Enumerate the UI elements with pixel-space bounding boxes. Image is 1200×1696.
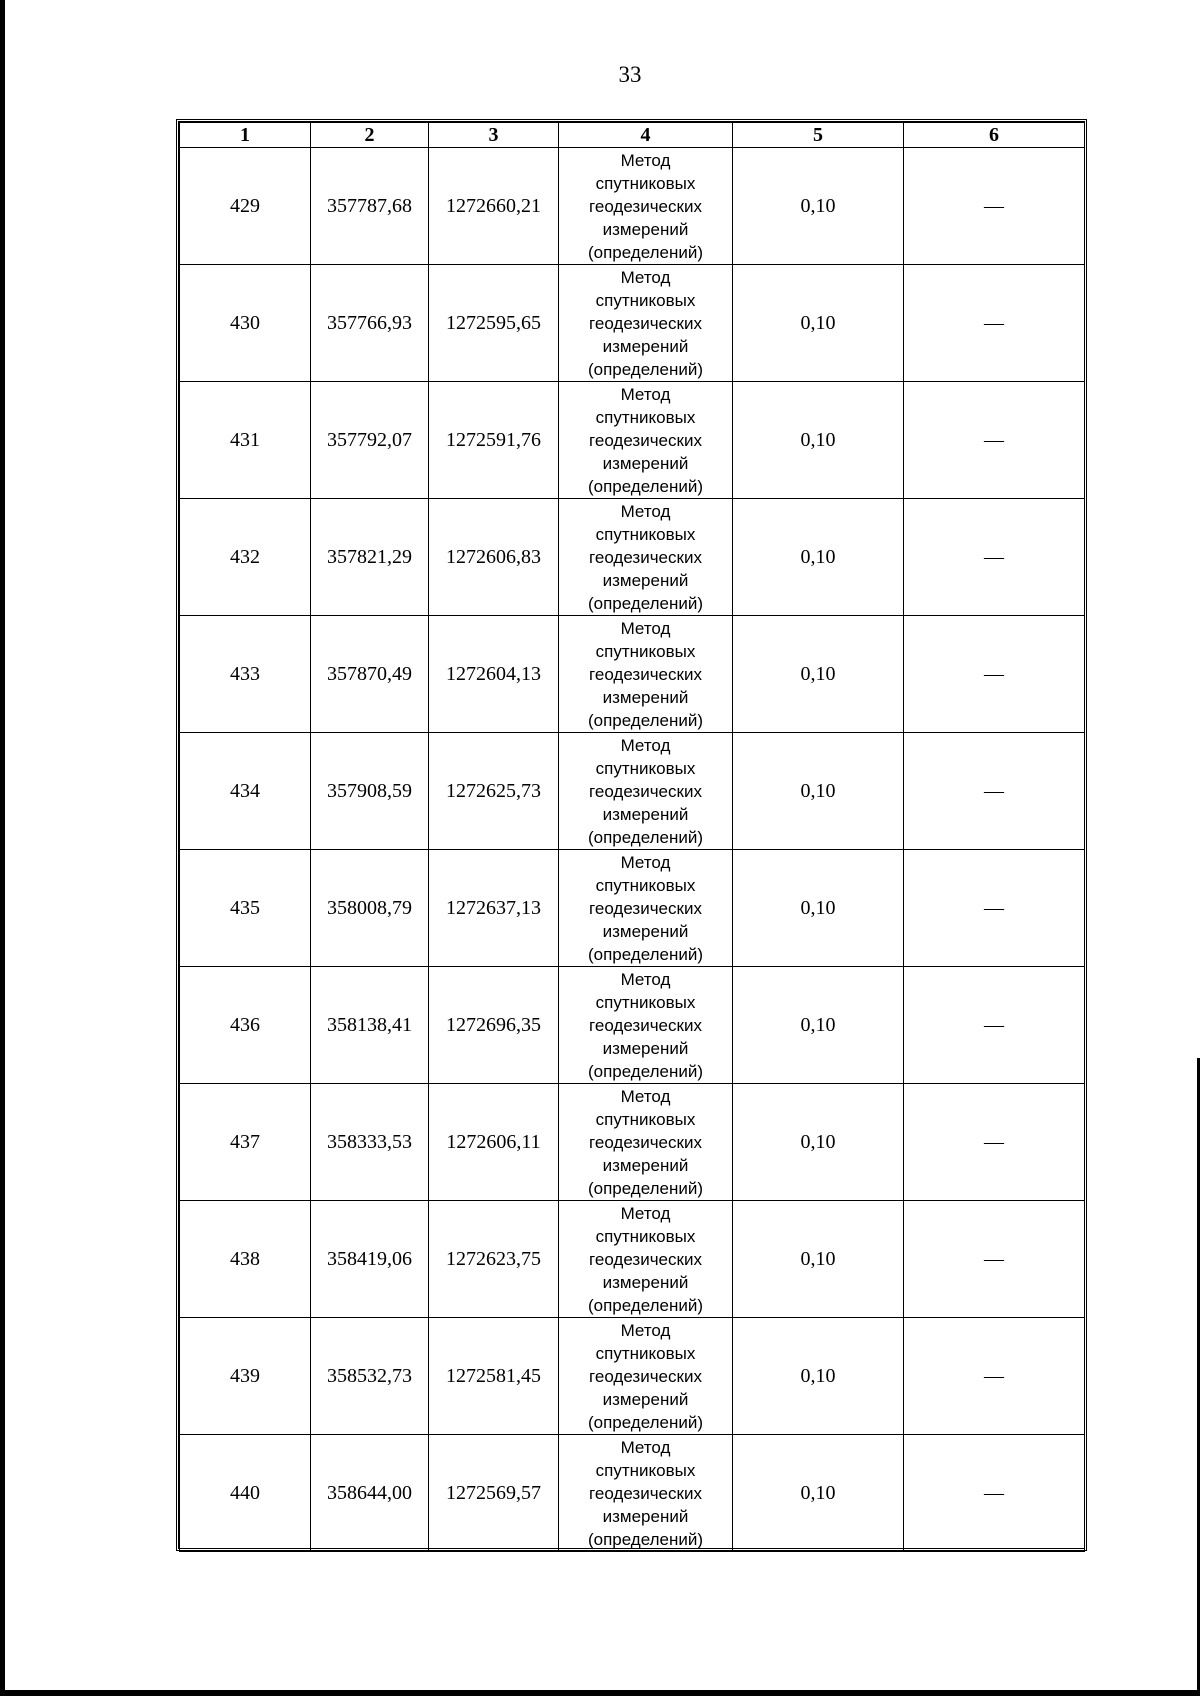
accuracy-cell: 0,10 (733, 1084, 904, 1201)
point-number-cell: 435 (180, 850, 311, 967)
method-cell (559, 1318, 733, 1435)
method-text-line: измерений (602, 1506, 689, 1526)
method-text-line: спутниковых (595, 1343, 696, 1363)
method-text-line: измерений (602, 921, 689, 941)
method-text-line: измерений (602, 1038, 689, 1058)
method-cell (559, 265, 733, 382)
method-text-line: геодезических (589, 1366, 702, 1386)
method-cell (559, 499, 733, 616)
point-number-cell: 434 (180, 733, 311, 850)
accuracy-cell: 0,10 (733, 499, 904, 616)
method-cell (559, 616, 733, 733)
note-cell (904, 499, 1085, 616)
accuracy-cell: 0,10 (733, 265, 904, 382)
scan-border-left (0, 0, 5, 1696)
method-text-line: измерений (602, 570, 689, 590)
method-text-line: (определений) (587, 593, 704, 613)
accuracy-cell: 0,10 (733, 616, 904, 733)
method-text-line: Метод (620, 1086, 671, 1106)
method-text-line: Метод (620, 501, 671, 521)
method-text-line: спутниковых (595, 758, 696, 778)
method-text-line: Метод (620, 969, 671, 989)
y-coordinate-cell: 1272569,57 (429, 1435, 559, 1552)
y-coordinate-cell: 1272591,76 (429, 382, 559, 499)
page-number: 33 (618, 62, 642, 87)
method-text-line: спутниковых (595, 1460, 696, 1480)
y-coordinate-cell: 1272606,11 (429, 1084, 559, 1201)
table-row (180, 265, 1085, 382)
method-text-line: геодезических (589, 1483, 702, 1503)
accuracy-cell: 0,10 (733, 850, 904, 967)
method-text-line: (определений) (587, 944, 704, 964)
table-row (180, 499, 1085, 616)
method-text-line: измерений (602, 804, 689, 824)
table-row (180, 148, 1085, 265)
method-text-line: измерений (602, 687, 689, 707)
dash-mark: — (984, 545, 1004, 568)
method-text-line: измерений (602, 336, 689, 356)
method-text-line: геодезических (589, 196, 702, 216)
method-cell (559, 850, 733, 967)
method-cell (559, 1435, 733, 1552)
note-cell (904, 616, 1085, 733)
accuracy-cell: 0,10 (733, 733, 904, 850)
method-text-line: геодезических (589, 898, 702, 918)
y-coordinate-cell: 1272581,45 (429, 1318, 559, 1435)
point-number-cell: 430 (180, 265, 311, 382)
note-cell (904, 1201, 1085, 1318)
table-row (180, 616, 1085, 733)
x-coordinate-cell: 358644,00 (311, 1435, 429, 1552)
y-coordinate-cell: 1272660,21 (429, 148, 559, 265)
method-text-line: Метод (620, 1437, 671, 1457)
note-cell (904, 382, 1085, 499)
table-row (180, 733, 1085, 850)
method-text-line: геодезических (589, 1132, 702, 1152)
column-header-1: 1 (180, 123, 311, 148)
method-cell (559, 733, 733, 850)
column-header-2: 2 (311, 123, 429, 148)
point-number-cell: 429 (180, 148, 311, 265)
method-text-line: измерений (602, 1272, 689, 1292)
method-cell (559, 1084, 733, 1201)
method-text-line: геодезических (589, 1015, 702, 1035)
x-coordinate-cell: 358138,41 (311, 967, 429, 1084)
point-number-cell: 440 (180, 1435, 311, 1552)
column-header-5: 5 (733, 123, 904, 148)
method-text-line: (определений) (587, 827, 704, 847)
method-cell (559, 382, 733, 499)
scan-border-bottom (0, 1690, 1200, 1696)
coordinates-table (179, 122, 1085, 1552)
column-header-3: 3 (429, 123, 559, 148)
accuracy-cell: 0,10 (733, 148, 904, 265)
method-text-line: Метод (620, 150, 671, 170)
dash-mark: — (984, 662, 1004, 685)
note-cell (904, 1318, 1085, 1435)
method-text-line: измерений (602, 219, 689, 239)
x-coordinate-cell: 357908,59 (311, 733, 429, 850)
method-text-line: спутниковых (595, 407, 696, 427)
method-text-line: Метод (620, 1203, 671, 1223)
method-text-line: измерений (602, 1389, 689, 1409)
method-text-line: (определений) (587, 1295, 704, 1315)
method-text-line: (определений) (587, 242, 704, 262)
dash-mark: — (984, 896, 1004, 919)
table-row (180, 1435, 1085, 1552)
method-cell (559, 148, 733, 265)
note-cell (904, 148, 1085, 265)
method-text-line: спутниковых (595, 875, 696, 895)
dash-mark: — (984, 194, 1004, 217)
dash-mark: — (984, 1247, 1004, 1270)
method-text-line: Метод (620, 384, 671, 404)
dash-mark: — (984, 1013, 1004, 1036)
point-number-cell: 439 (180, 1318, 311, 1435)
x-coordinate-cell: 357870,49 (311, 616, 429, 733)
y-coordinate-cell: 1272604,13 (429, 616, 559, 733)
x-coordinate-cell: 357766,93 (311, 265, 429, 382)
method-text-line: спутниковых (595, 992, 696, 1012)
method-text-line: спутниковых (595, 641, 696, 661)
method-text-line: спутниковых (595, 1109, 696, 1129)
method-text-line: Метод (620, 735, 671, 755)
method-text-line: (определений) (587, 1061, 704, 1081)
point-number-cell: 436 (180, 967, 311, 1084)
method-text-line: геодезических (589, 547, 702, 567)
x-coordinate-cell: 358419,06 (311, 1201, 429, 1318)
point-number-cell: 432 (180, 499, 311, 616)
table-row (180, 1084, 1085, 1201)
point-number-cell: 431 (180, 382, 311, 499)
method-text-line: измерений (602, 1155, 689, 1175)
method-text-line: спутниковых (595, 524, 696, 544)
x-coordinate-cell: 358532,73 (311, 1318, 429, 1435)
accuracy-cell: 0,10 (733, 382, 904, 499)
table-header-row (180, 123, 1085, 148)
method-cell (559, 967, 733, 1084)
note-cell (904, 967, 1085, 1084)
method-text-line: (определений) (587, 1178, 704, 1198)
table-row (180, 1201, 1085, 1318)
method-text-line: Метод (620, 1320, 671, 1340)
method-text-line: измерений (602, 453, 689, 473)
table-row (180, 382, 1085, 499)
method-text-line: (определений) (587, 1412, 704, 1432)
table-row (180, 967, 1085, 1084)
method-text-line: (определений) (587, 1529, 704, 1549)
method-text-line: геодезических (589, 313, 702, 333)
column-header-6: 6 (904, 123, 1085, 148)
method-text-line: спутниковых (595, 173, 696, 193)
method-text-line: Метод (620, 267, 671, 287)
method-text-line: (определений) (587, 476, 704, 496)
method-text-line: (определений) (587, 710, 704, 730)
point-number-cell: 437 (180, 1084, 311, 1201)
method-text-line: Метод (620, 852, 671, 872)
note-cell (904, 733, 1085, 850)
accuracy-cell: 0,10 (733, 1318, 904, 1435)
dash-mark: — (984, 428, 1004, 451)
table-body (180, 148, 1085, 1552)
accuracy-cell: 0,10 (733, 1201, 904, 1318)
method-text-line: Метод (620, 618, 671, 638)
method-text-line: геодезических (589, 664, 702, 684)
dash-mark: — (984, 1481, 1004, 1504)
x-coordinate-cell: 357792,07 (311, 382, 429, 499)
x-coordinate-cell: 358008,79 (311, 850, 429, 967)
point-number-cell: 433 (180, 616, 311, 733)
y-coordinate-cell: 1272696,35 (429, 967, 559, 1084)
method-text-line: спутниковых (595, 290, 696, 310)
y-coordinate-cell: 1272623,75 (429, 1201, 559, 1318)
dash-mark: — (984, 1130, 1004, 1153)
note-cell (904, 1084, 1085, 1201)
table-row (180, 1318, 1085, 1435)
x-coordinate-cell: 357787,68 (311, 148, 429, 265)
accuracy-cell: 0,10 (733, 1435, 904, 1552)
point-number-cell: 438 (180, 1201, 311, 1318)
y-coordinate-cell: 1272637,13 (429, 850, 559, 967)
method-cell (559, 1201, 733, 1318)
method-text-line: спутниковых (595, 1226, 696, 1246)
dash-mark: — (984, 311, 1004, 334)
y-coordinate-cell: 1272606,83 (429, 499, 559, 616)
note-cell (904, 265, 1085, 382)
table-row (180, 850, 1085, 967)
column-header-4: 4 (559, 123, 733, 148)
x-coordinate-cell: 357821,29 (311, 499, 429, 616)
y-coordinate-cell: 1272625,73 (429, 733, 559, 850)
method-text-line: геодезических (589, 430, 702, 450)
y-coordinate-cell: 1272595,65 (429, 265, 559, 382)
method-text-line: геодезических (589, 1249, 702, 1269)
note-cell (904, 1435, 1085, 1552)
accuracy-cell: 0,10 (733, 967, 904, 1084)
x-coordinate-cell: 358333,53 (311, 1084, 429, 1201)
method-text-line: (определений) (587, 359, 704, 379)
dash-mark: — (984, 1364, 1004, 1387)
method-text-line: геодезических (589, 781, 702, 801)
dash-mark: — (984, 779, 1004, 802)
note-cell (904, 850, 1085, 967)
